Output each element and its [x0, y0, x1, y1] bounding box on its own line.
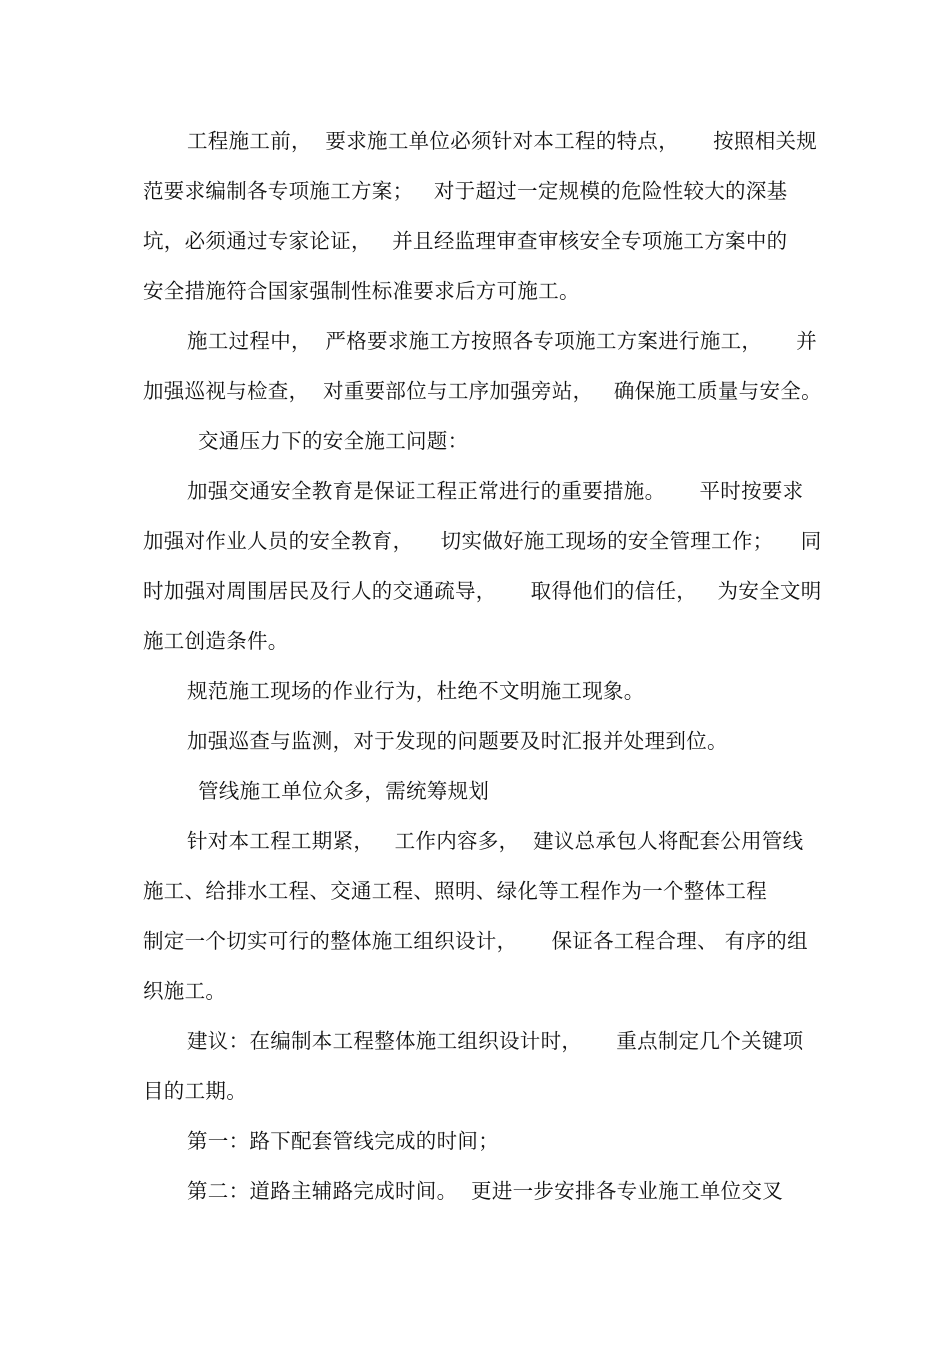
paragraph-line: 工程施工前， 要求施工单位必须针对本工程的特点， 按照相关规	[187, 129, 818, 153]
paragraph-line: 施工创造条件。	[143, 629, 289, 653]
paragraph-line: 安全措施符合国家强制性标准要求后方可施工。	[143, 279, 580, 303]
paragraph-line: 目的工期。	[143, 1079, 247, 1103]
paragraph-line: 范要求编制各专项施工方案； 对于超过一定规模的危险性较大的深基	[143, 179, 788, 203]
paragraph-line: 制定一个切实可行的整体施工组织设计， 保证各工程合理、 有序的组	[143, 929, 808, 953]
paragraph-line: 加强对作业人员的安全教育， 切实做好施工现场的安全管理工作； 同	[143, 529, 822, 553]
paragraph-line: 加强交通安全教育是保证工程正常进行的重要措施。 平时按要求	[187, 479, 804, 503]
paragraph-line: 施工过程中， 严格要求施工方按照各专项施工方案进行施工， 并	[187, 329, 818, 353]
paragraph-line: 规范施工现场的作业行为，杜绝不文明施工现象。	[187, 679, 645, 703]
paragraph-line: 针对本工程工期紧， 工作内容多， 建议总承包人将配套公用管线	[187, 829, 804, 853]
paragraph-line: 第一：路下配套管线完成的时间；	[187, 1129, 499, 1153]
paragraph-line: 加强巡查与监测，对于发现的问题要及时汇报并处理到位。	[187, 729, 728, 753]
paragraph-line: 坑，必须通过专家论证， 并且经监理审查审核安全专项施工方案中的	[143, 229, 788, 253]
paragraph-line: 织施工。	[143, 979, 227, 1003]
section-heading: 管线施工单位众多，需统筹规划	[198, 779, 490, 803]
paragraph-line: 施工、给排水工程、交通工程、照明、绿化等工程作为一个整体工程	[143, 879, 767, 903]
paragraph-line: 加强巡视与检查， 对重要部位与工序加强旁站， 确保施工质量与安全。	[143, 379, 822, 403]
section-heading: 交通压力下的安全施工问题：	[198, 429, 469, 453]
paragraph-line: 第二：道路主辅路完成时间。 更进一步安排各专业施工单位交叉	[187, 1179, 784, 1203]
paragraph-line: 建议：在编制本工程整体施工组织设计时， 重点制定几个关键项	[187, 1029, 804, 1053]
paragraph-line: 时加强对周围居民及行人的交通疏导， 取得他们的信任， 为安全文明	[143, 579, 822, 603]
